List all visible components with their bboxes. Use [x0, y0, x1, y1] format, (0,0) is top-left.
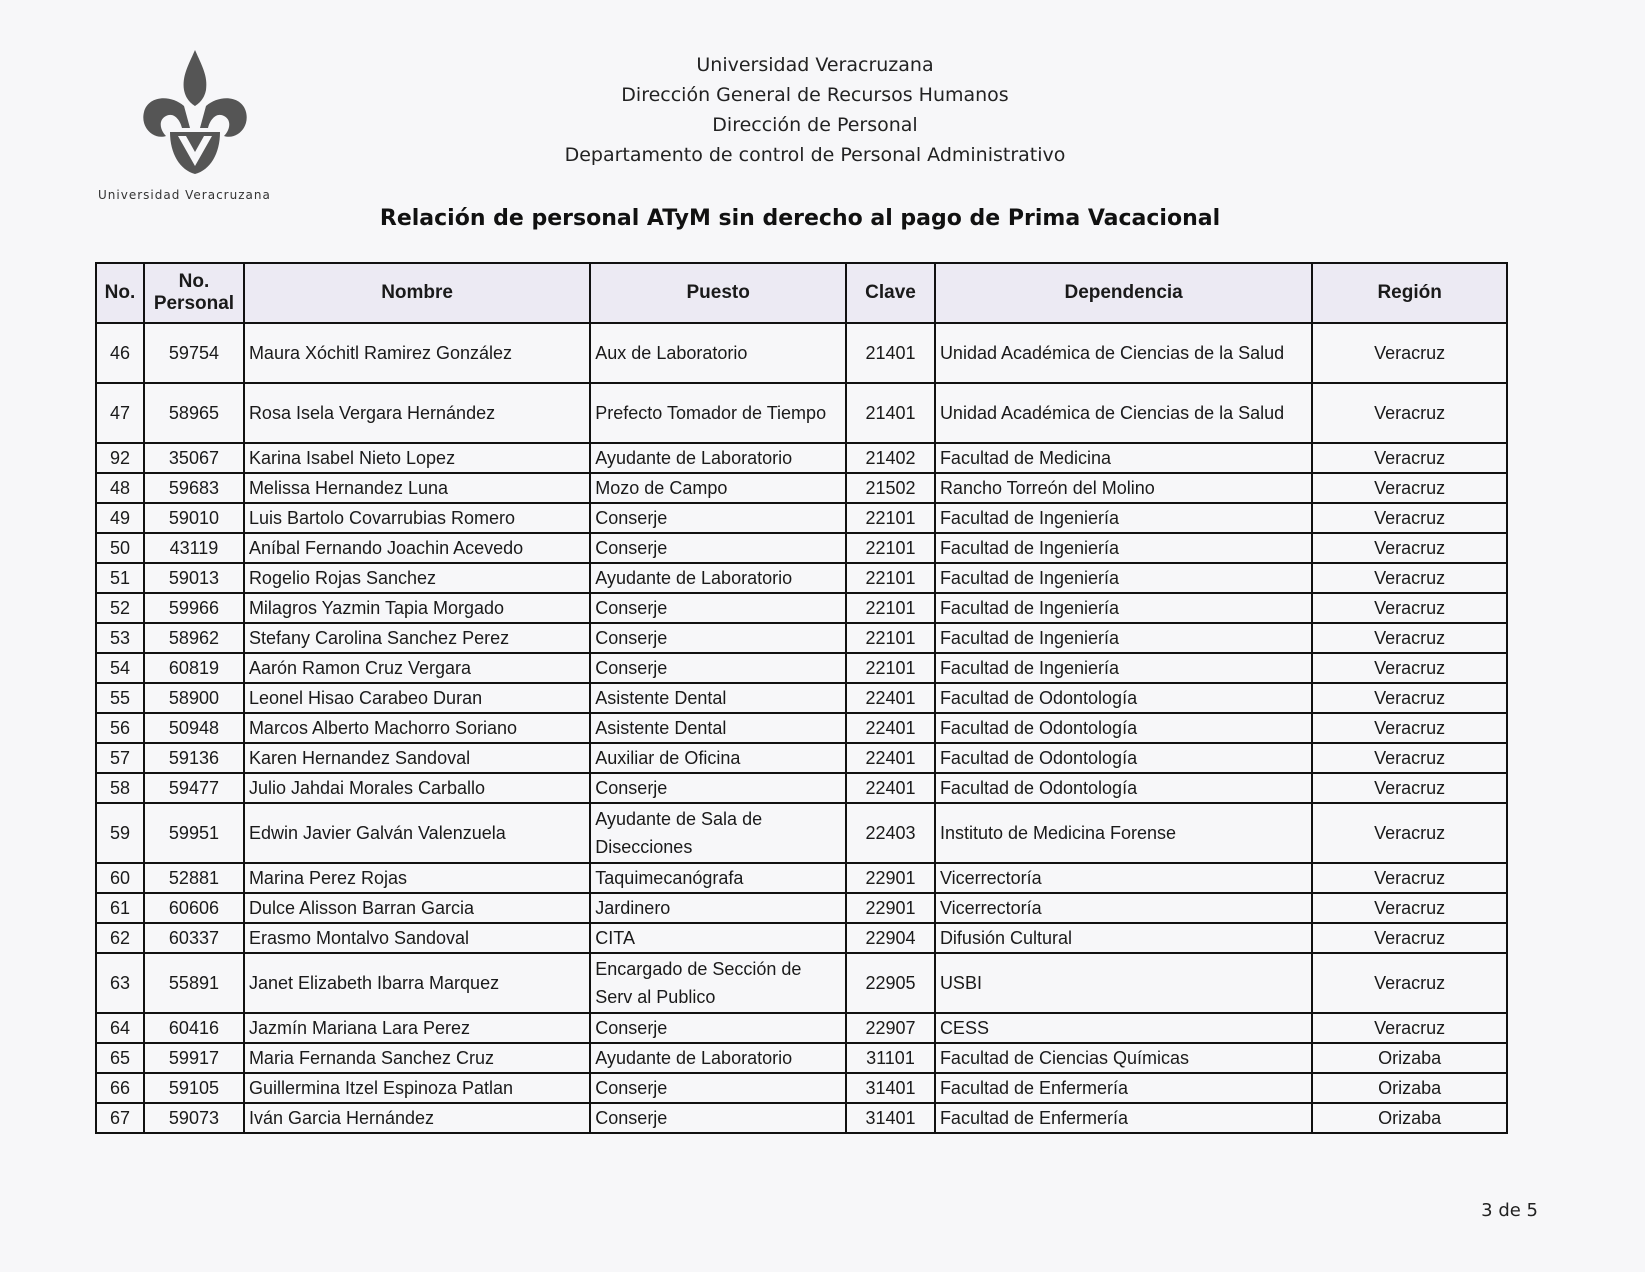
- cell-region: Veracruz: [1312, 593, 1507, 623]
- cell-dependencia: Facultad de Odontología: [935, 683, 1312, 713]
- cell-nombre: Guillermina Itzel Espinoza Patlan: [244, 1073, 590, 1103]
- cell-puesto: Conserje: [590, 503, 846, 533]
- cell-personal: 43119: [144, 533, 244, 563]
- cell-puesto: CITA: [590, 923, 846, 953]
- cell-dependencia: Facultad de Ingeniería: [935, 563, 1312, 593]
- cell-region: Veracruz: [1312, 953, 1507, 1013]
- cell-dependencia: Facultad de Ingeniería: [935, 653, 1312, 683]
- cell-no: 48: [96, 473, 144, 503]
- cell-dependencia: Facultad de Ingeniería: [935, 503, 1312, 533]
- table-row: [96, 713, 1507, 743]
- cell-no: 60: [96, 863, 144, 893]
- cell-no: 50: [96, 533, 144, 563]
- table-row: [96, 953, 1507, 1013]
- page-number: 3 de 5: [1481, 1200, 1538, 1221]
- cell-personal: 52881: [144, 863, 244, 893]
- cell-nombre: Dulce Alisson Barran Garcia: [244, 893, 590, 923]
- cell-dependencia: Facultad de Odontología: [935, 713, 1312, 743]
- col-header-dependencia: Dependencia: [935, 263, 1312, 323]
- cell-nombre: Erasmo Montalvo Sandoval: [244, 923, 590, 953]
- cell-dependencia: Facultad de Medicina: [935, 443, 1312, 473]
- cell-clave: 22905: [846, 953, 935, 1013]
- cell-region: Veracruz: [1312, 863, 1507, 893]
- cell-region: Veracruz: [1312, 803, 1507, 863]
- cell-clave: 22101: [846, 533, 935, 563]
- cell-region: Orizaba: [1312, 1073, 1507, 1103]
- cell-no: 65: [96, 1043, 144, 1073]
- cell-personal: 59073: [144, 1103, 244, 1133]
- cell-no: 47: [96, 383, 144, 443]
- table-row: [96, 533, 1507, 563]
- table-row: [96, 923, 1507, 953]
- cell-dependencia: Vicerrectoría: [935, 893, 1312, 923]
- col-header-personal-line1: No.: [178, 271, 210, 292]
- cell-clave: 21402: [846, 443, 935, 473]
- cell-nombre: Karen Hernandez Sandoval: [244, 743, 590, 773]
- cell-personal: 35067: [144, 443, 244, 473]
- cell-personal: 59010: [144, 503, 244, 533]
- cell-personal: 59917: [144, 1043, 244, 1073]
- cell-personal: 58900: [144, 683, 244, 713]
- cell-region: Veracruz: [1312, 893, 1507, 923]
- cell-nombre: Jazmín Mariana Lara Perez: [244, 1013, 590, 1043]
- cell-region: Veracruz: [1312, 473, 1507, 503]
- cell-puesto: Auxiliar de Oficina: [590, 743, 846, 773]
- cell-personal: 60606: [144, 893, 244, 923]
- cell-region: Veracruz: [1312, 773, 1507, 803]
- cell-no: 62: [96, 923, 144, 953]
- header-personnel-direction: Dirección de Personal: [712, 114, 918, 136]
- cell-clave: 22101: [846, 623, 935, 653]
- col-header-personal: [144, 263, 244, 323]
- cell-clave: 31401: [846, 1103, 935, 1133]
- cell-puesto: Prefecto Tomador de Tiempo: [590, 383, 846, 443]
- personnel-table: [95, 262, 1508, 1134]
- cell-puesto: Conserje: [590, 593, 846, 623]
- cell-no: 64: [96, 1013, 144, 1043]
- cell-personal: 60416: [144, 1013, 244, 1043]
- cell-dependencia: Instituto de Medicina Forense: [935, 803, 1312, 863]
- cell-personal: 55891: [144, 953, 244, 1013]
- cell-no: 49: [96, 503, 144, 533]
- cell-clave: 22101: [846, 503, 935, 533]
- cell-clave: 21502: [846, 473, 935, 503]
- cell-region: Veracruz: [1312, 383, 1507, 443]
- cell-no: 52: [96, 593, 144, 623]
- logo-caption: Universidad Veracruzana: [98, 188, 271, 202]
- cell-nombre: Luis Bartolo Covarrubias Romero: [244, 503, 590, 533]
- cell-dependencia: Facultad de Ciencias Químicas: [935, 1043, 1312, 1073]
- cell-nombre: Aarón Ramon Cruz Vergara: [244, 653, 590, 683]
- table-row: [96, 503, 1507, 533]
- cell-clave: 22901: [846, 893, 935, 923]
- cell-puesto: Ayudante de Laboratorio: [590, 1043, 846, 1073]
- cell-personal: 59966: [144, 593, 244, 623]
- cell-puesto: Conserje: [590, 1013, 846, 1043]
- cell-personal: 60819: [144, 653, 244, 683]
- cell-clave: 31401: [846, 1073, 935, 1103]
- cell-region: Veracruz: [1312, 623, 1507, 653]
- cell-personal: 59754: [144, 323, 244, 383]
- cell-dependencia: Facultad de Enfermería: [935, 1073, 1312, 1103]
- cell-nombre: Milagros Yazmin Tapia Morgado: [244, 593, 590, 623]
- cell-puesto: Encargado de Sección de Serv al Publico: [590, 953, 846, 1013]
- cell-region: Veracruz: [1312, 443, 1507, 473]
- university-logo: [98, 48, 288, 202]
- document-header: [500, 50, 1130, 170]
- fleur-de-lis-icon: [140, 48, 250, 178]
- table-row: [96, 623, 1507, 653]
- cell-no: 63: [96, 953, 144, 1013]
- header-general-direction: Dirección General de Recursos Humanos: [621, 84, 1009, 106]
- cell-region: Veracruz: [1312, 653, 1507, 683]
- cell-clave: 22901: [846, 863, 935, 893]
- table-row: [96, 593, 1507, 623]
- cell-region: Veracruz: [1312, 713, 1507, 743]
- table-row: [96, 443, 1507, 473]
- col-header-personal-line2: Personal: [153, 293, 235, 314]
- table-row: [96, 1013, 1507, 1043]
- cell-puesto: Conserje: [590, 773, 846, 803]
- header-department: Departamento de control de Personal Administrativo: [564, 144, 1066, 166]
- cell-clave: 22401: [846, 683, 935, 713]
- cell-puesto: Conserje: [590, 623, 846, 653]
- cell-puesto: Ayudante de Laboratorio: [590, 443, 846, 473]
- col-header-puesto: Puesto: [590, 263, 846, 323]
- cell-dependencia: Facultad de Ingeniería: [935, 593, 1312, 623]
- table-header-row: [96, 263, 1507, 323]
- cell-nombre: Janet Elizabeth Ibarra Marquez: [244, 953, 590, 1013]
- cell-personal: 59683: [144, 473, 244, 503]
- col-header-region: Región: [1312, 263, 1507, 323]
- cell-no: 46: [96, 323, 144, 383]
- table-row: [96, 803, 1507, 863]
- table-row: [96, 473, 1507, 503]
- cell-nombre: Leonel Hisao Carabeo Duran: [244, 683, 590, 713]
- table-row: [96, 743, 1507, 773]
- cell-personal: 58965: [144, 383, 244, 443]
- cell-clave: 22101: [846, 593, 935, 623]
- cell-clave: 21401: [846, 323, 935, 383]
- cell-no: 53: [96, 623, 144, 653]
- cell-dependencia: Facultad de Odontología: [935, 773, 1312, 803]
- cell-dependencia: CESS: [935, 1013, 1312, 1043]
- table-row: [96, 893, 1507, 923]
- cell-dependencia: Unidad Académica de Ciencias de la Salud: [935, 323, 1312, 383]
- cell-no: 54: [96, 653, 144, 683]
- cell-no: 55: [96, 683, 144, 713]
- cell-region: Veracruz: [1312, 533, 1507, 563]
- cell-puesto: Asistente Dental: [590, 683, 846, 713]
- cell-dependencia: Facultad de Ingeniería: [935, 623, 1312, 653]
- table-row: [96, 383, 1507, 443]
- table-row: [96, 323, 1507, 383]
- cell-no: 59: [96, 803, 144, 863]
- cell-region: Veracruz: [1312, 563, 1507, 593]
- cell-dependencia: Facultad de Enfermería: [935, 1103, 1312, 1133]
- document-title: Relación de personal ATyM sin derecho al pago de Prima Vacacional: [379, 206, 1221, 231]
- cell-nombre: Rogelio Rojas Sanchez: [244, 563, 590, 593]
- table-row: [96, 863, 1507, 893]
- cell-clave: 22401: [846, 743, 935, 773]
- cell-personal: 59951: [144, 803, 244, 863]
- cell-nombre: Maura Xóchitl Ramirez González: [244, 323, 590, 383]
- cell-no: 51: [96, 563, 144, 593]
- cell-dependencia: Facultad de Ingeniería: [935, 533, 1312, 563]
- cell-dependencia: Unidad Académica de Ciencias de la Salud: [935, 383, 1312, 443]
- cell-no: 92: [96, 443, 144, 473]
- cell-nombre: Edwin Javier Galván Valenzuela: [244, 803, 590, 863]
- cell-clave: 22401: [846, 773, 935, 803]
- cell-nombre: Aníbal Fernando Joachin Acevedo: [244, 533, 590, 563]
- cell-dependencia: Rancho Torreón del Molino: [935, 473, 1312, 503]
- table-row: [96, 773, 1507, 803]
- cell-region: Veracruz: [1312, 683, 1507, 713]
- cell-no: 56: [96, 713, 144, 743]
- cell-nombre: Julio Jahdai Morales Carballo: [244, 773, 590, 803]
- cell-personal: 59477: [144, 773, 244, 803]
- cell-clave: 22101: [846, 653, 935, 683]
- cell-personal: 59136: [144, 743, 244, 773]
- col-header-no: No.: [96, 263, 144, 323]
- header-university: Universidad Veracruzana: [696, 54, 934, 76]
- cell-nombre: Rosa Isela Vergara Hernández: [244, 383, 590, 443]
- cell-nombre: Karina Isabel Nieto Lopez: [244, 443, 590, 473]
- cell-dependencia: Difusión Cultural: [935, 923, 1312, 953]
- cell-puesto: Conserje: [590, 1103, 846, 1133]
- cell-no: 67: [96, 1103, 144, 1133]
- cell-clave: 22401: [846, 713, 935, 743]
- cell-nombre: Marcos Alberto Machorro Soriano: [244, 713, 590, 743]
- cell-personal: 59013: [144, 563, 244, 593]
- cell-nombre: Stefany Carolina Sanchez Perez: [244, 623, 590, 653]
- cell-clave: 22907: [846, 1013, 935, 1043]
- cell-dependencia: USBI: [935, 953, 1312, 1013]
- cell-nombre: Melissa Hernandez Luna: [244, 473, 590, 503]
- cell-clave: 21401: [846, 383, 935, 443]
- cell-region: Veracruz: [1312, 503, 1507, 533]
- cell-nombre: Iván Garcia Hernández: [244, 1103, 590, 1133]
- cell-puesto: Ayudante de Sala de Disecciones: [590, 803, 846, 863]
- cell-no: 66: [96, 1073, 144, 1103]
- table-row: [96, 1103, 1507, 1133]
- table-row: [96, 1043, 1507, 1073]
- cell-puesto: Conserje: [590, 1073, 846, 1103]
- table-row: [96, 683, 1507, 713]
- cell-puesto: Conserje: [590, 533, 846, 563]
- cell-no: 61: [96, 893, 144, 923]
- cell-region: Veracruz: [1312, 743, 1507, 773]
- cell-region: Orizaba: [1312, 1043, 1507, 1073]
- cell-puesto: Taquimecanógrafa: [590, 863, 846, 893]
- cell-region: Orizaba: [1312, 1103, 1507, 1133]
- cell-clave: 31101: [846, 1043, 935, 1073]
- cell-personal: 50948: [144, 713, 244, 743]
- cell-puesto: Aux de Laboratorio: [590, 323, 846, 383]
- cell-puesto: Mozo de Campo: [590, 473, 846, 503]
- cell-region: Veracruz: [1312, 923, 1507, 953]
- cell-region: Veracruz: [1312, 1013, 1507, 1043]
- cell-personal: 59105: [144, 1073, 244, 1103]
- cell-puesto: Jardinero: [590, 893, 846, 923]
- col-header-clave: Clave: [846, 263, 935, 323]
- cell-no: 58: [96, 773, 144, 803]
- cell-puesto: Asistente Dental: [590, 713, 846, 743]
- cell-clave: 22101: [846, 563, 935, 593]
- cell-personal: 58962: [144, 623, 244, 653]
- table-row: [96, 1073, 1507, 1103]
- cell-clave: 22904: [846, 923, 935, 953]
- table-row: [96, 653, 1507, 683]
- cell-region: Veracruz: [1312, 323, 1507, 383]
- cell-no: 57: [96, 743, 144, 773]
- cell-nombre: Maria Fernanda Sanchez Cruz: [244, 1043, 590, 1073]
- cell-personal: 60337: [144, 923, 244, 953]
- cell-puesto: Ayudante de Laboratorio: [590, 563, 846, 593]
- cell-dependencia: Facultad de Odontología: [935, 743, 1312, 773]
- cell-dependencia: Vicerrectoría: [935, 863, 1312, 893]
- col-header-nombre: Nombre: [244, 263, 590, 323]
- cell-puesto: Conserje: [590, 653, 846, 683]
- table-row: [96, 563, 1507, 593]
- cell-clave: 22403: [846, 803, 935, 863]
- cell-nombre: Marina Perez Rojas: [244, 863, 590, 893]
